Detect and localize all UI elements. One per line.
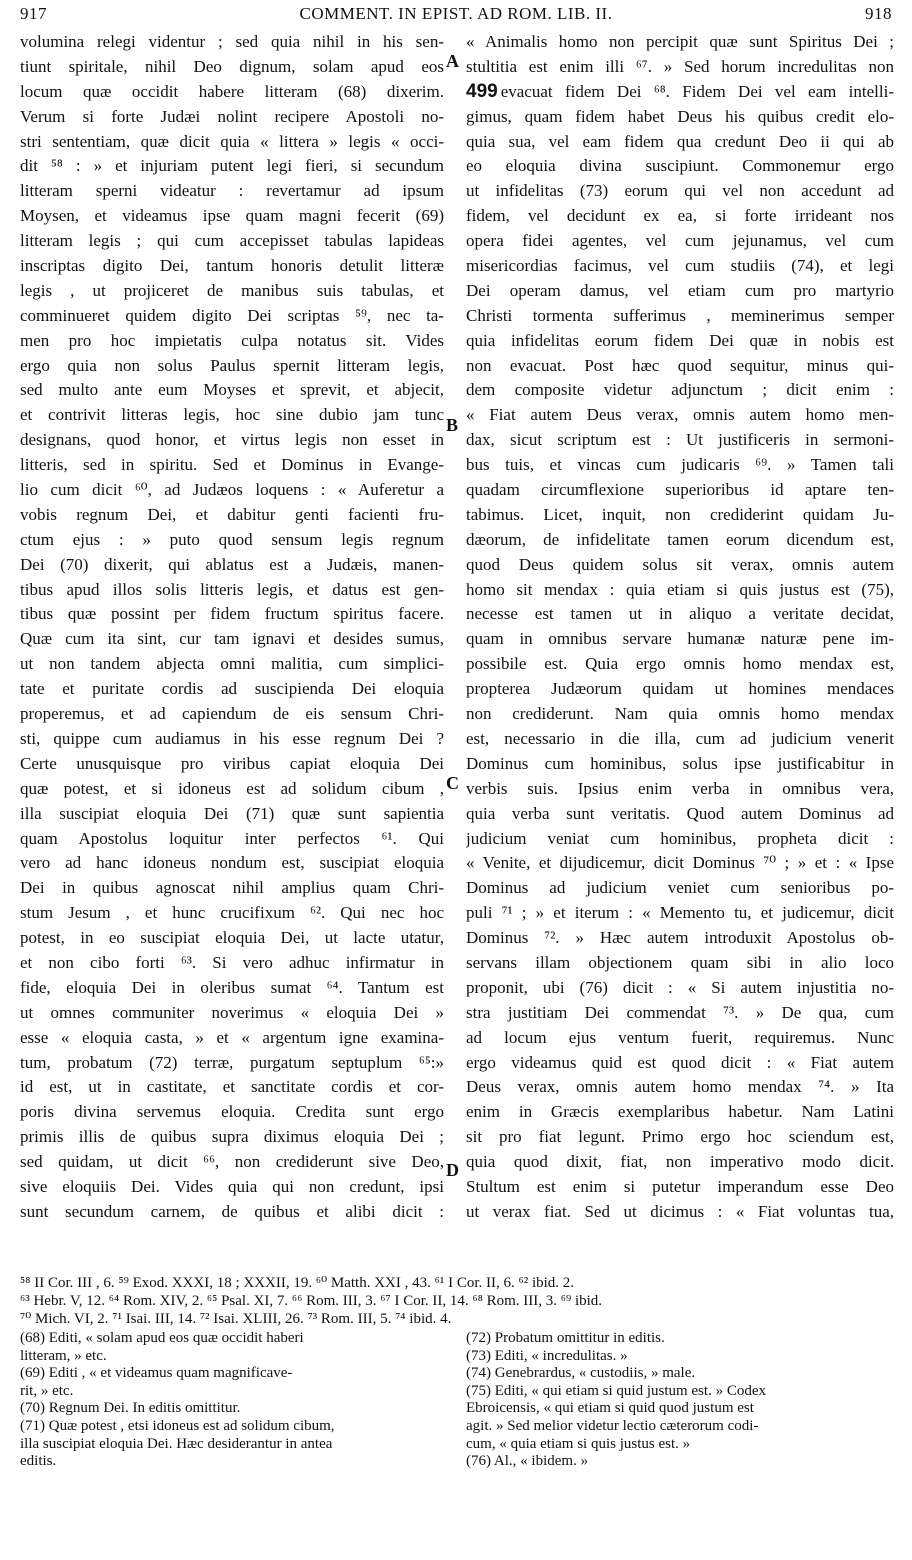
text-line: et contrivit litteras legis, hoc sine dubio jam tunc [20,405,444,425]
text-line: Moysen, et videamus ipse quam magni fecerit (69) [20,206,444,226]
text-line: dax, sicut scriptum est : Ut justificeris in sermoni- [466,430,894,450]
right-text-column [466,30,894,1225]
text-line: locum quæ occidit habere litteram (68) dixerim. [20,81,444,101]
text-line: quia infidelitas eorum fidem Dei quæ in nobis est [466,330,894,350]
reference-line: ⁷⁰ Mich. VI, 2. ⁷¹ Isai. III, 14. ⁷² Isai. XLIII, 26. ⁷³ Rom. III, 5. ⁷⁴ ibid. 4. [20,1311,452,1327]
footnote-line: (71) Quæ potest , etsi idoneus est ad solidum cibum, [20,1417,335,1434]
text-line: tum, probatum (72) terræ, purgatum septuplum ⁶⁵:» [20,1052,444,1072]
text-line: ergo quia non solus Paulus spernit litteram legis, [20,355,444,375]
text-line: ad locum ejus ventum fuerit, requiremus. Nunc [466,1027,894,1047]
footnotes-right [466,1330,894,1471]
text-line: potest, in eo suscipiat eloquia Dei, ut lacte utatur, [20,928,444,948]
text-line: puli ⁷¹ ; » et iterum : « Memento tu, et judicemur, dicit [466,903,894,923]
text-line: legis , ut projiceret de manibus suis tabulas, et [20,280,444,300]
reference-line: ⁶³ Hebr. V, 12. ⁶⁴ Rom. XIV, 2. ⁶⁵ Psal. XI, 7. ⁶⁶ Rom. III, 3. ⁶⁷ I Cor. II, 14. ⁶⁸ Rom. III, 3. ⁶⁹ ibid. [20,1293,603,1309]
text-line: quia sua, vel eam fidem qua credunt Deo ii qui ab [466,131,894,151]
running-title: COMMENT. IN EPIST. AD ROM. LIB. II. [299,4,613,23]
text-line: Christi tormenta sufferimus , meminerimus semper [466,305,894,325]
reference-line: ⁵⁸ II Cor. III , 6. ⁵⁹ Exod. XXXI, 18 ; XXXII, 19. ⁶⁰ Matth. XXI , 43. ⁶¹ I Cor. II, 6. ⁶² ibid. 2. [20,1275,575,1291]
text-line: inscriptas digito Dei, tantum honoris detulit litteræ [20,256,444,276]
text-line: eo eloquia divina suscipiunt. Commonemur ergo [466,156,894,176]
text-line: verbis suis. Ipsius enim verba in omnibus vera, [466,778,894,798]
text-line: litteram legis ; qui cum accepisset tabulas lapideas [20,231,444,251]
text-line: quæ potest, et si idoneus est ad solidum cibum , [20,778,444,798]
footnote-line: rit, » etc. [20,1382,74,1399]
text-line: tibus apud illos solis litteris legis, et datus est gen- [20,579,444,599]
footnote-line: (72) Probatum omittitur in editis. [466,1330,665,1346]
text-line: homo sit mendax : quia etiam si quis justus est (75), [466,579,894,599]
text-line: ut non tandem abjecta omni malitia, cum simplici- [20,654,444,674]
text-line: stri sententiam, quæ dicit quia « littera » legis « occi- [20,131,444,151]
footnote-line: (73) Editi, « incredulitas. » [466,1347,628,1364]
text-line: bus tuis, et vincas cum judicaris ⁶⁹. » Tamen tali [466,455,894,475]
footnote-line: (70) Regnum Dei. In editis omittitur. [20,1400,241,1417]
text-line: primis illis de quibus supra diximus eloquia Dei ; [20,1127,444,1147]
text-line: dæorum, de infidelitate tamen eorum dicendum est, [466,529,894,549]
footnote-line: cum, « quia etiam si quis justus est. » [466,1435,691,1452]
footnote-line: agit. » Sed melior videtur lectio cæterorum codi- [466,1417,759,1434]
text-line: fidem, vel decidunt ex ea, si forte irrideant nos [466,206,894,226]
text-line: illa suscipiat eloquia Dei (71) quæ sunt sapientia [20,803,444,823]
text-line: sive eloquiis Dei. Vides quia qui non credunt, ipsi [20,1176,444,1196]
text-line: « Fiat autem Deus verax, omnis autem homo men- [466,405,894,425]
text-line: tabimus. Licet, inquit, non crediderint quidam Ju- [466,504,894,524]
text-line: litteris, sed in spiritu. Sed et Dominus in Evange- [20,455,444,475]
running-header [20,4,892,28]
text-line: sunt secundum carnem, de quibus et alibi dicit : [20,1201,444,1221]
footnotes-left [20,1330,450,1471]
text-line: ut verax fiat. Sed ut dicimus : « Fiat voluntas tua, [466,1201,894,1221]
text-line: enim in Græcis exemplaribus habetur. Nam Latini [466,1102,894,1122]
page-number-left: 917 [20,4,47,23]
text-line: quadam circumflexione superioribus id aptare ten- [466,480,894,500]
footnote-line: Ebroicensis, « qui etiam si quid quod justum est [466,1400,754,1417]
text-line: tibus quæ possint per fidem fructum spiritus facere. [20,604,444,624]
text-line: judicium veniat cum hominibus, propheta dicit : [466,828,894,848]
text-line: poris divina servemus eloquia. Credita sunt ergo [20,1102,444,1122]
text-line: opera fidei agentes, vel cum jejunamus, vel cum [466,231,894,251]
text-line: est, necessario in die illa, cum ad judicium venerit [466,728,894,748]
column-number: 499 [466,80,498,102]
margin-marker-d: D [446,1160,459,1180]
footnote-line: (68) Editi, « solam apud eos quæ occidit haberi [20,1330,304,1346]
footnote-line: (74) Genebrardus, « custodiis, » male. [466,1365,696,1382]
text-line: quod Deus quidem solus sit verax, omnis autem [466,554,894,574]
footnote-line: illa suscipiat eloquia Dei. Hæc desiderantur in antea [20,1435,333,1452]
text-line: fide, eloquia Dei in oleribus sumat ⁶⁴. Tantum est [20,977,444,997]
text-line: sit pro fiat legunt. Primo ergo hoc sciendum est, [466,1127,894,1147]
text-line: Dei in quibus agnoscat nihil amplius quam Chri- [20,878,444,898]
text-line: quam in omnibus servare humanæ naturæ pene im- [466,629,894,649]
text-line: Dominus ad judicium veniet cum senioribus po- [466,878,894,898]
text-line: stultitia est enim illi ⁶⁷. » Sed horum incredulitas non [466,56,894,76]
footnote-line: editis. [20,1453,57,1470]
text-line: Stultum est enim si putetur imperandum esse Deo [466,1176,894,1196]
text-line: sed multo ante eum Moyses et sprevit, et abjecit, [20,380,444,400]
text-line: tiunt spiritale, nihil Deo dignum, solam apud eos [20,56,444,76]
text-line: Verum si forte Judæi nolint recipere Apostoli no- [20,106,444,126]
text-line-content: evacuat fidem Dei ⁶⁸. Fidem Dei vel eam intelli- [500,81,894,101]
text-line: Dominus cum hominibus, solus ipse justificabitur in [466,753,894,773]
text-line: gimus, quam fidem habet Deus his quibus credit elo- [466,106,894,126]
text-line: propterea Judæorum quidam ut homines mendaces [466,679,894,699]
text-line: lio cum dicit ⁶⁰, ad Judæos loquens : « Auferetur a [20,480,444,500]
text-line: « Venite, et dijudicemur, dicit Dominus ⁷⁰ ; » et : « Ipse [466,853,894,873]
margin-marker-b: B [446,415,459,435]
left-text-column [20,30,444,1225]
text-line: Dei operam damus, vel etiam cum pro martyrio [466,280,894,300]
text-line: quam Apostolus loquitur inter perfectos ⁶¹. Qui [20,828,444,848]
scripture-references [20,1274,894,1328]
text-line: vero ad hanc idoneus nondum est, suscipiat eloquia [20,853,444,873]
text-line: servans illam objectionem quam sibi in alio loco [466,952,894,972]
footnote-line: (76) Al., « ibidem. » [466,1453,589,1470]
margin-marker-c: C [446,773,459,793]
page-number-right: 918 [865,4,892,23]
text-line: properemus, et ad capiendum de eis sensum Chri- [20,704,444,724]
text-line: stra justitiam Dei commendat ⁷³. » De qua, cum [466,1002,894,1022]
text-line: Quæ cum ita sint, cur tam ignavi et desides sumus, [20,629,444,649]
text-line: designans, quod honor, et virtus legis non esset in [20,430,444,450]
text-line: id est, ut in castitate, et sanctitate cordis et cor- [20,1077,444,1097]
text-line: vobis regnum Dei, et dabitur genti facienti fru- [20,504,444,524]
text-line: Deus verax, omnis autem homo mendax ⁷⁴. » Ita [466,1077,894,1097]
text-line: sti, quippe cum audiamus in his esse regnum Dei ? [20,728,444,748]
text-line: volumina relegi videntur ; sed quia nihil in his sen- [20,32,444,51]
text-line: Dei (70) dixerit, qui ablatus est a Judæis, manen- [20,554,444,574]
text-line: et non cibo forti ⁶³. Si vero adhuc infirmatur in [20,952,444,972]
text-line: Certe unusquisque pro viribus capiat eloquia Dei [20,753,444,773]
text-line: litteram sperni videatur : revertamur ad ipsum [20,181,444,201]
text-line: dit ⁵⁸ : » et injuriam putent legi fieri, si secundum [20,156,444,176]
text-line: comminueret quidem digito Dei scriptas ⁵⁹, nec ta- [20,305,444,325]
text-line: esse « eloquia casta, » et « argentum igne examina- [20,1027,444,1047]
text-line: ut omnes communiter noverimus « eloquia Dei » [20,1002,444,1022]
text-line: « Animalis homo non percipit quæ sunt Spiritus Dei ; [466,32,894,51]
text-line: quia verba sunt veritatis. Quod autem Dominus ad [466,803,894,823]
text-line: dem composite videtur adjunctum ; dicit enim : [466,380,894,400]
text-line [466,80,894,105]
text-line: possibile est. Quia ergo omnis homo mendax est, [466,654,894,674]
text-line: stum Jesum , et hunc crucifixum ⁶². Qui nec hoc [20,903,444,923]
text-line: proponit, ubi (76) dicit : « Si autem injustitia no- [466,977,894,997]
text-line: ergo videamus quid est quod dicit : « Fiat autem [466,1052,894,1072]
text-line: sed quidam, ut dicit ⁶⁶, non crediderunt sive Deo, [20,1152,444,1172]
footnote-line: (75) Editi, « qui etiam si quid justum est. » Codex [466,1382,766,1399]
text-line: non crediderunt. Nam quia omnis homo mendax [466,704,894,724]
text-line: ctum ejus : » puto quod sensum legis regnum [20,529,444,549]
text-line: necesse est tamen ut in aliquo a veritate decidat, [466,604,894,624]
text-line: Dominus ⁷². » Hæc autem introduxit Apostolus ob- [466,928,894,948]
text-line: quia quod dixit, fiat, non imperativo modo dicit. [466,1152,894,1172]
text-line: tate et puritate cordis ad suscipienda Dei eloquia [20,679,444,699]
footnote-line: (69) Editi , « et videamus quam magnificave- [20,1365,293,1382]
text-line: misericordias facimus, vel cum studiis (74), et legi [466,256,894,276]
footnote-line: litteram, » etc. [20,1347,107,1364]
text-line: men pro hoc impietatis culpa notatus sit. Vides [20,330,444,350]
text-line: non evacuat. Post hæc quod sequitur, minus qui- [466,355,894,375]
text-line: ut infidelitas (73) eorum qui vel non accedunt ad [466,181,894,201]
margin-marker-a: A [446,51,459,71]
